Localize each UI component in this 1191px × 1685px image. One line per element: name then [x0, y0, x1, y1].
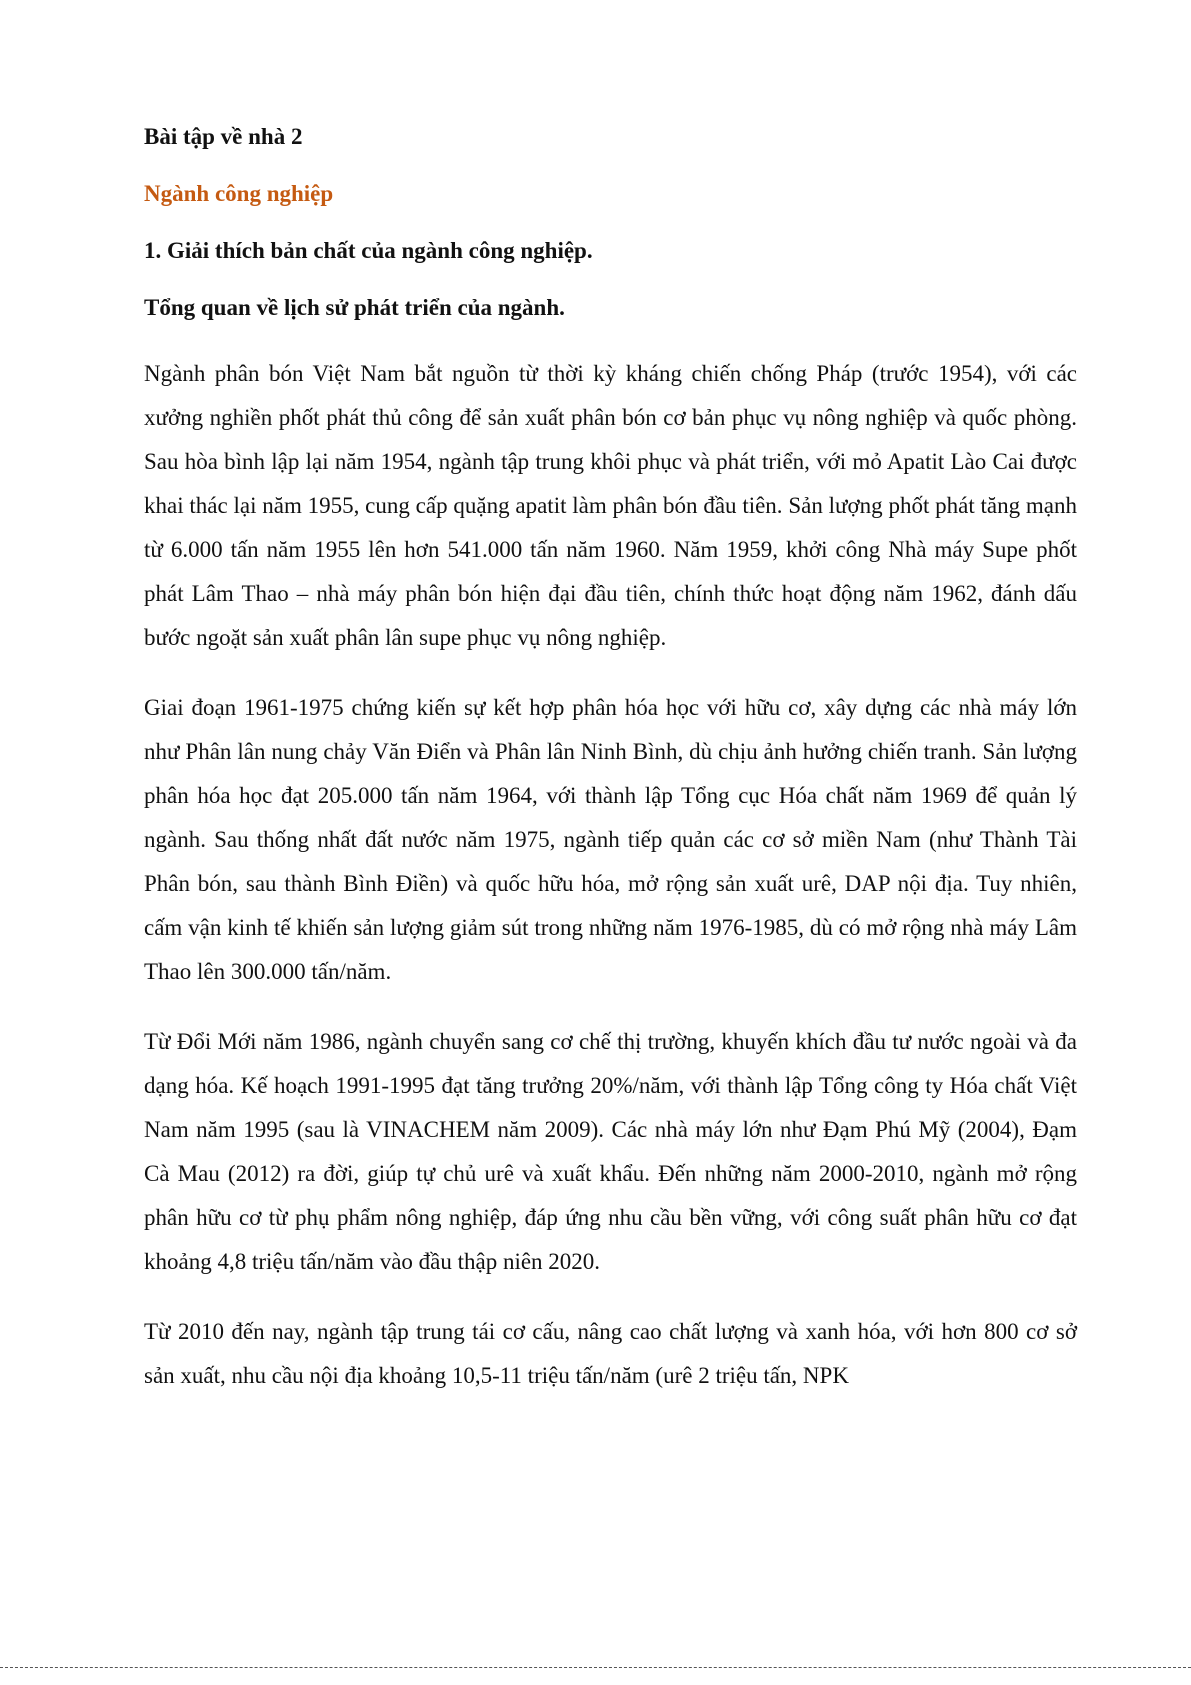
- overview-heading: Tổng quan về lịch sử phát triển của ngành.: [144, 295, 565, 320]
- page-bottom-divider: [0, 1667, 1191, 1668]
- document-body: [144, 122, 1077, 1398]
- paragraph-doi-moi: Từ Đổi Mới năm 1986, ngành chuyển sang cơ chế thị trường, khuyến khích đầu tư nước ngoài và đa dạng hóa. Kế hoạch 1991-1995 đạt tăng trưởng 20%/năm, với thành lập Tổng công ty Hóa chất Việt Nam năm 1995 (sau là VINACHEM năm 2009). Các nhà máy lớn như Đạm Phú Mỹ (2004), Đạm Cà Mau (2012) ra đời, giúp tự chủ urê và xuất khẩu. Đến những năm 2000-2010, ngành mở rộng phân hữu cơ từ phụ phẩm nông nghiệp, đáp ứng nhu cầu bền vững, với công suất phân hữu cơ đạt khoảng 4,8 triệu tấn/năm vào đầu thập niên 2020.: [144, 1029, 1077, 1274]
- paragraph-2010-present: Từ 2010 đến nay, ngành tập trung tái cơ cấu, nâng cao chất lượng và xanh hóa, với hơn 800 cơ sở sản xuất, nhu cầu nội địa khoảng 10,5-11 triệu tấn/năm (urê 2 triệu tấn, NPK: [144, 1319, 1077, 1388]
- paragraph-1961-1985: Giai đoạn 1961-1975 chứng kiến sự kết hợp phân hóa học với hữu cơ, xây dựng các nhà máy lớn như Phân lân nung chảy Văn Điển và Phân lân Ninh Bình, dù chịu ảnh hưởng chiến tranh. Sản lượng phân hóa học đạt 205.000 tấn năm 1964, với thành lập Tổng cục Hóa chất năm 1969 để quản lý ngành. Sau thống nhất đất nước năm 1975, ngành tiếp quản các cơ sở miền Nam (như Thành Tài Phân bón, sau thành Bình Điền) và quốc hữu hóa, mở rộng sản xuất urê, DAP nội địa. Tuy nhiên, cấm vận kinh tế khiến sản lượng giảm sút trong những năm 1976-1985, dù có mở rộng nhà máy Lâm Thao lên 300.000 tấn/năm.: [144, 695, 1077, 984]
- question-heading: 1. Giải thích bản chất của ngành công nghiệp.: [144, 238, 593, 263]
- sector-title: Ngành công nghiệp: [144, 181, 334, 206]
- homework-title: Bài tập về nhà 2: [144, 124, 303, 149]
- paragraph-history-origins: Ngành phân bón Việt Nam bắt nguồn từ thời kỳ kháng chiến chống Pháp (trước 1954), với các xưởng nghiền phốt phát thủ công để sản xuất phân bón cơ bản phục vụ nông nghiệp và quốc phòng. Sau hòa bình lập lại năm 1954, ngành tập trung khôi phục và phát triển, với mỏ Apatit Lào Cai được khai thác lại năm 1955, cung cấp quặng apatit làm phân bón đầu tiên. Sản lượng phốt phát tăng mạnh từ 6.000 tấn năm 1955 lên hơn 541.000 tấn năm 1960. Năm 1959, khởi công Nhà máy Supe phốt phát Lâm Thao – nhà máy phân bón hiện đại đầu tiên, chính thức hoạt động năm 1962, đánh dấu bước ngoặt sản xuất phân lân supe phục vụ nông nghiệp.: [144, 361, 1077, 650]
